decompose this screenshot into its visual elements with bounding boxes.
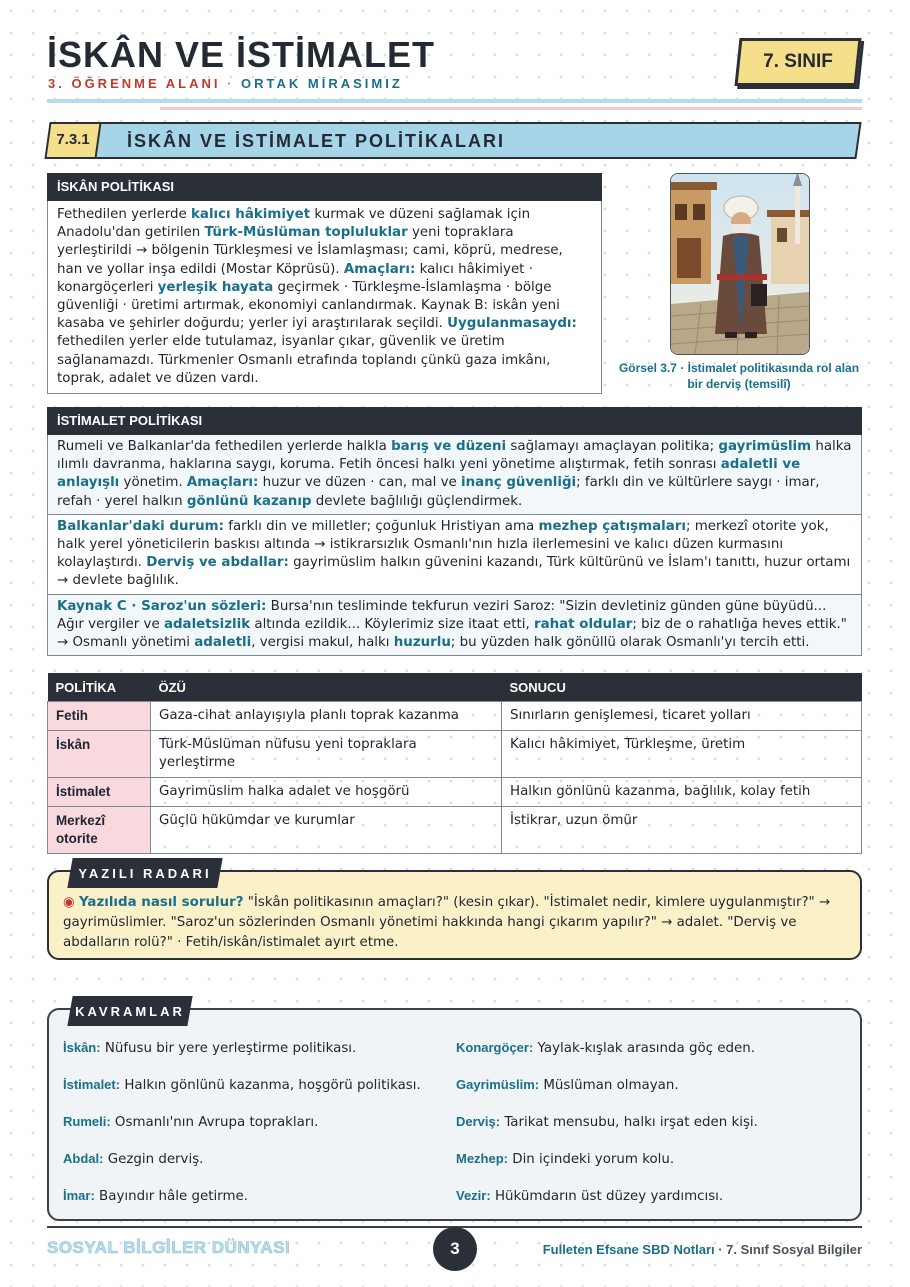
ist-text-run: , vergisi makul, halkı	[251, 635, 394, 651]
iskan-text-run: kurmak ve düzeni sağlamak için Anadolu'dan getirilen	[57, 207, 531, 241]
radar-bullet-icon: ◉	[63, 895, 75, 910]
istimalet-policy-box	[47, 407, 862, 656]
istimalet-heading: İSTİMALET POLİTİKASI	[47, 407, 862, 435]
ist-keyword: inanç güvenliği	[461, 475, 577, 491]
table-cell-essence: Türk-Müslüman nüfusu yeni topraklara yerleştirme	[151, 731, 502, 778]
column-header-essence: ÖZÜ	[151, 673, 502, 702]
ist-keyword: Derviş ve abdallar:	[146, 555, 289, 571]
table-row	[48, 778, 862, 807]
concept-definition: Tarikat mensubu, halkı irşat eden kişi.	[500, 1115, 758, 1130]
concept-item	[456, 1188, 723, 1204]
iskan-policy-box	[47, 173, 602, 394]
ist-keyword: Amaçları:	[186, 475, 259, 491]
concept-term: Mezhep:	[456, 1151, 508, 1166]
concept-term: İstimalet:	[63, 1077, 121, 1092]
concept-item	[456, 1151, 674, 1167]
ist-text-run: ; bu yüzden halk gönüllü olarak Osmanlı'yı tercih etti.	[450, 635, 810, 651]
grade-badge-label: 7. SINIF	[763, 51, 833, 72]
ist-keyword: huzurlu	[393, 635, 451, 651]
iskan-text-run: fethedilen yerler elde tutulamaz, isyanlar çıkar, güvenlik ve üretim sağlanamazdı. Türkmenler Osmanlı etrafında toplandı çünkü gaza imkânı, toprak, adalet ve düzen vardı.	[57, 334, 551, 386]
concept-definition: Din içindeki yorum kolu.	[508, 1152, 675, 1167]
ist-text-run: farklı din ve milletler; çoğunluk Hristiyan ama	[223, 518, 539, 534]
table-cell-policy: Merkezî otorite	[48, 807, 151, 854]
concept-definition: Bayındır hâle getirme.	[94, 1189, 248, 1204]
iskan-keyword: Amaçları:	[343, 261, 416, 277]
header-stripe-pink	[160, 107, 862, 110]
ist-text-run: Rumeli ve Balkanlar'da fethedilen yerlerde halkla	[57, 439, 392, 454]
radar-label: YAZILI RADARI	[78, 866, 212, 881]
ist-keyword: adaletli ve anlayışlı	[57, 457, 801, 491]
table-header-row	[48, 673, 862, 702]
page-subtitle	[48, 76, 403, 91]
iskan-text-run: geçirmek · Türkleşme-İslamlaşma · bölge güvenliği · üretimi artırmak, ekonomiyi canlandırmak. Kaynak B: iskân yeni kasaba ve şehirler doğurdu; yerler iyi araştırılarak seçildi.	[57, 279, 560, 332]
iskan-heading: İSKÂN POLİTİKASI	[47, 173, 602, 201]
iskan-keyword: Türk-Müslüman topluluklar	[204, 225, 408, 241]
ist-text-run: gayrimüslim halkın güvenini kazandı, Türk kültürünü ve İslam'ı tanıttı, huzur ortamı → devlete bağlılık.	[57, 555, 851, 589]
table-cell-essence: Gayrimüslim halka adalet ve hoşgörü	[151, 778, 502, 807]
table-cell-result: Sınırların genişlemesi, ticaret yolları	[502, 702, 862, 731]
table-cell-policy: Fetih	[48, 702, 151, 731]
ist-text-run: ; biz de o rahatlığa heves ettik." → Osmanlı yönetimi	[57, 616, 847, 651]
concept-item	[63, 1151, 203, 1167]
table-cell-result: İstikrar, uzun ömür	[502, 807, 862, 854]
subtitle-separator: ·	[220, 76, 242, 91]
table-cell-essence: Güçlü hükümdar ve kurumlar	[151, 807, 502, 854]
iskan-keyword: Uygulanmasaydı:	[447, 316, 577, 332]
dervish-image	[671, 174, 809, 354]
footer-logo: SOSYAL BİLGİLER DÜNYASI	[47, 1238, 291, 1257]
table-cell-result: Halkın gönlünü kazanma, bağlılık, kolay fetih	[502, 778, 862, 807]
table-cell-result: Kalıcı hâkimiyet, Türkleşme, üretim	[502, 731, 862, 778]
table-row	[48, 807, 862, 854]
concepts-box	[47, 1008, 862, 1221]
page-number: 3	[433, 1227, 477, 1271]
iskan-keyword: yerleşik hayata	[157, 279, 274, 295]
section-number: 7.3.1	[56, 131, 90, 148]
concept-term: İskân:	[63, 1040, 101, 1055]
radar-text: "İskân politikasının amaçları?" (kesin çıkar). "İstimalet nedir, kimlere uygulanmıştır?" → gayrimüslimler. "Saroz'un sözlerinden Osmanlı yönetimi hakkında hangi çıkarım yapılır?" → adalet. "Derviş ve abdalların rolü?" · Fetih/iskân/istimalet ayırt etme.	[63, 895, 831, 950]
istimalet-body	[47, 435, 862, 656]
column-header-policy: POLİTİKA	[48, 673, 151, 702]
ist-keyword: adaletsizlik	[163, 616, 251, 632]
table-row	[48, 702, 862, 731]
header-stripe-blue	[47, 99, 862, 103]
concepts-label: KAVRAMLAR	[75, 1004, 185, 1019]
ist-keyword: rahat oldular	[533, 616, 633, 632]
concept-term: Konargöçer:	[456, 1040, 534, 1055]
concept-term: İmar:	[63, 1188, 95, 1203]
concept-definition: Müslüman olmayan.	[539, 1078, 679, 1093]
footer-credits-bold: Fulleten Efsane SBD Notları	[542, 1242, 715, 1257]
grade-badge	[734, 38, 861, 86]
radar-question: Yazılıda nasıl sorulur?	[78, 895, 244, 910]
concept-definition: Nüfusu bir yere yerleştirme politikası.	[100, 1041, 357, 1056]
concept-item	[456, 1040, 755, 1056]
ist-keyword: mezhep çatışmaları	[538, 518, 686, 534]
footer-credits	[543, 1242, 862, 1257]
table-cell-policy: İskân	[48, 731, 151, 778]
iskan-text-run: Fethedilen yerlerde	[57, 207, 191, 222]
footer-credits-rest: · 7. Sınıf Sosyal Bilgiler	[714, 1242, 862, 1257]
iskan-text	[47, 201, 602, 394]
policy-comparison-table	[47, 673, 862, 854]
section-title: İSKÂN VE İSTİMALET POLİTİKALARI	[127, 131, 506, 151]
concept-definition: Halkın gönlünü kazanma, hoşgörü politikası.	[120, 1078, 421, 1093]
balkan-situation	[48, 515, 861, 595]
concept-term: Vezir:	[456, 1188, 491, 1203]
ist-text-run: halka ılımlı davranma, haklarına saygı, koruma. Fetih öncesi halkı yeni yönetime alıştırmak, fetih sonrası	[57, 439, 852, 473]
table-row	[48, 731, 862, 778]
concept-term: Derviş:	[456, 1114, 501, 1129]
ist-text-run: altında ezildik... Köylerimiz size itaat etti,	[250, 616, 534, 632]
concept-item	[63, 1077, 421, 1093]
concept-term: Abdal:	[63, 1151, 104, 1166]
concept-item	[456, 1114, 758, 1130]
figure-caption: Görsel 3.7 · İstimalet politikasında rol alan bir derviş (temsilî)	[618, 361, 860, 391]
dervish-illustration	[670, 173, 810, 355]
ist-keyword: gönlünü kazanıp	[186, 493, 312, 509]
concept-item	[63, 1114, 318, 1130]
table-cell-essence: Gaza-cihat anlayışıyla planlı toprak kazanma	[151, 702, 502, 731]
ist-keyword: gayrimüslim	[718, 439, 812, 454]
concept-item	[63, 1188, 248, 1204]
ist-text-run: sağlamayı amaçlayan politika;	[506, 439, 719, 454]
iskan-text-run: yeni topraklara yerleştirildi → bölgenin Türkleşmesi ve İslamlaşması; cami, köprü, medrese, han ve yollar inşa edildi (Mostar Köprüsü).	[57, 225, 563, 277]
concept-definition: Osmanlı'nın Avrupa toprakları.	[110, 1115, 319, 1130]
concept-definition: Gezgin derviş.	[103, 1152, 204, 1167]
ist-text-run: devlete bağlılığı güçlendirmek.	[311, 493, 523, 509]
concept-term: Gayrimüslim:	[456, 1077, 540, 1092]
subtitle-theme: ORTAK MİRASIMIZ	[241, 76, 403, 91]
column-header-result: SONUCU	[502, 673, 862, 702]
concept-definition: Hükümdarın üst düzey yardımcısı.	[490, 1189, 724, 1204]
ist-keyword: adaletli	[194, 635, 252, 651]
iskan-text-run: kalıcı hâkimiyet · konargöçerleri	[57, 261, 533, 295]
concept-term: Rumeli:	[63, 1114, 111, 1129]
ist-text-run: yönetim.	[119, 475, 187, 491]
section-header	[47, 122, 862, 159]
concept-item	[63, 1040, 356, 1056]
ist-keyword: barış ve düzeni	[391, 439, 507, 454]
table-cell-policy: İstimalet	[48, 778, 151, 807]
ist-text-run: Bursa'nın tesliminde tekfurun veziri Saroz: "Sizin devletiniz günden güne büyüdü... Ağır vergiler ve	[57, 598, 827, 632]
iskan-keyword: kalıcı hâkimiyet	[191, 207, 311, 222]
source-c-saroz	[48, 595, 861, 656]
ist-text-run: ; farklı din ve kültürlere saygı · imar, refah · yerel halkın	[57, 475, 820, 509]
concept-item	[456, 1077, 679, 1093]
ist-keyword: Kaynak C · Saroz'un sözleri:	[57, 598, 267, 614]
ist-text-run: huzur ve düzen · can, mal ve	[258, 475, 462, 491]
ist-text-run: ; merkezî otorite yok, halk yerel yöneticilerin baskısı altında → istikrarsızlık Osmanlı'nın hızla ilerlemesini ve kalıcı düzen kurmasını kolaylaştırdı.	[57, 518, 829, 571]
subtitle-learning-area: 3. ÖĞRENME ALANI	[48, 76, 221, 91]
page-title: İSKÂN VE İSTİMALET	[47, 34, 436, 75]
istimalet-definition	[48, 435, 861, 515]
ist-keyword: Balkanlar'daki durum:	[57, 518, 224, 534]
concept-definition: Yaylak-kışlak arasında göç eden.	[533, 1041, 756, 1056]
